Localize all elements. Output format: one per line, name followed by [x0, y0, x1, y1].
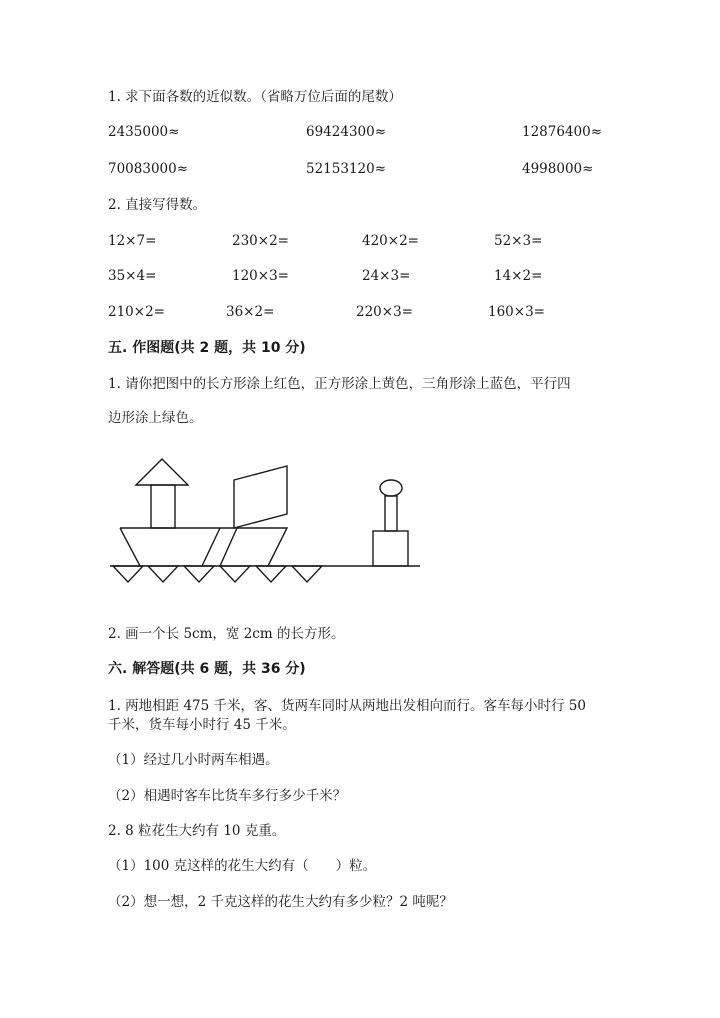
drawing-q1-text: 1. 请你把图中的长方形涂上红色，正方形涂上黄色，三角形涂上蓝色，平行四	[108, 376, 571, 392]
problem-q1-text-cont: 千米，货车每小时行 45 千米。	[108, 717, 296, 733]
drawing-q2-text: 2. 画一个长 5cm，宽 2cm 的长方形。	[108, 626, 345, 642]
hull-divider	[202, 528, 220, 566]
calc-item: 52×3=	[494, 233, 543, 249]
flag-parallelogram	[234, 466, 287, 528]
small-triangle	[220, 566, 250, 582]
calc-item: 35×4=	[108, 268, 157, 284]
tower-rectangle	[151, 485, 175, 528]
question-approx-title: 1. 求下面各数的近似数。（省略万位后面的尾数）	[108, 89, 402, 105]
roof-triangle	[136, 459, 188, 485]
section-heading-problems: 六. 解答题(共 6 题，共 36 分)	[108, 661, 306, 677]
calc-item: 420×2=	[362, 233, 419, 249]
question-calc-title: 2. 直接写得数。	[108, 197, 207, 213]
calc-item: 230×2=	[232, 233, 289, 249]
base-square	[373, 531, 408, 566]
approx-item: 4998000≈	[522, 161, 594, 177]
neck-rectangle	[385, 496, 397, 531]
calc-item: 24×3=	[362, 268, 411, 284]
problem-q2-text: 2. 8 粒花生大约有 10 克重。	[108, 823, 286, 839]
hull-divider	[220, 528, 237, 566]
small-triangle	[113, 566, 143, 582]
small-triangle	[148, 566, 178, 582]
calc-item: 14×2=	[494, 268, 543, 284]
section-heading-drawing: 五. 作图题(共 2 题，共 10 分)	[108, 340, 306, 356]
small-triangle	[256, 566, 286, 582]
calc-item: 160×3=	[488, 304, 545, 320]
approx-item: 70083000≈	[108, 161, 189, 177]
calc-item: 36×2=	[226, 304, 275, 320]
calc-item: 12×7=	[108, 233, 157, 249]
approx-item: 2435000≈	[108, 124, 180, 140]
calc-item: 210×2=	[108, 304, 165, 320]
problem-q1-sub1: （1）经过几小时两车相遇。	[108, 752, 279, 768]
drawing-q1-text-cont: 边形涂上绿色。	[108, 410, 203, 426]
problem-q1-sub2: （2）相遇时客车比货车多行多少千米？	[108, 788, 347, 804]
small-triangle	[184, 566, 214, 582]
shapes-figure	[100, 448, 430, 590]
problem-q2-sub2: （2）想一想，2 千克这样的花生大约有多少粒？2 吨呢？	[108, 894, 453, 910]
hull-left-side	[120, 528, 140, 566]
small-triangle	[292, 566, 322, 582]
hull-outline	[120, 528, 287, 566]
calc-item: 220×3=	[356, 304, 413, 320]
problem-q1-text: 1. 两地相距 475 千米，客、货两车同时从两地出发相向而行。客车每小时行 50	[108, 698, 586, 714]
approx-item: 12876400≈	[522, 124, 603, 140]
head-circle	[380, 480, 402, 496]
calc-item: 120×3=	[232, 268, 289, 284]
approx-item: 69424300≈	[306, 124, 387, 140]
problem-q2-sub1: （1）100 克这样的花生大约有（ ）粒。	[108, 858, 377, 874]
approx-item: 52153120≈	[306, 161, 387, 177]
